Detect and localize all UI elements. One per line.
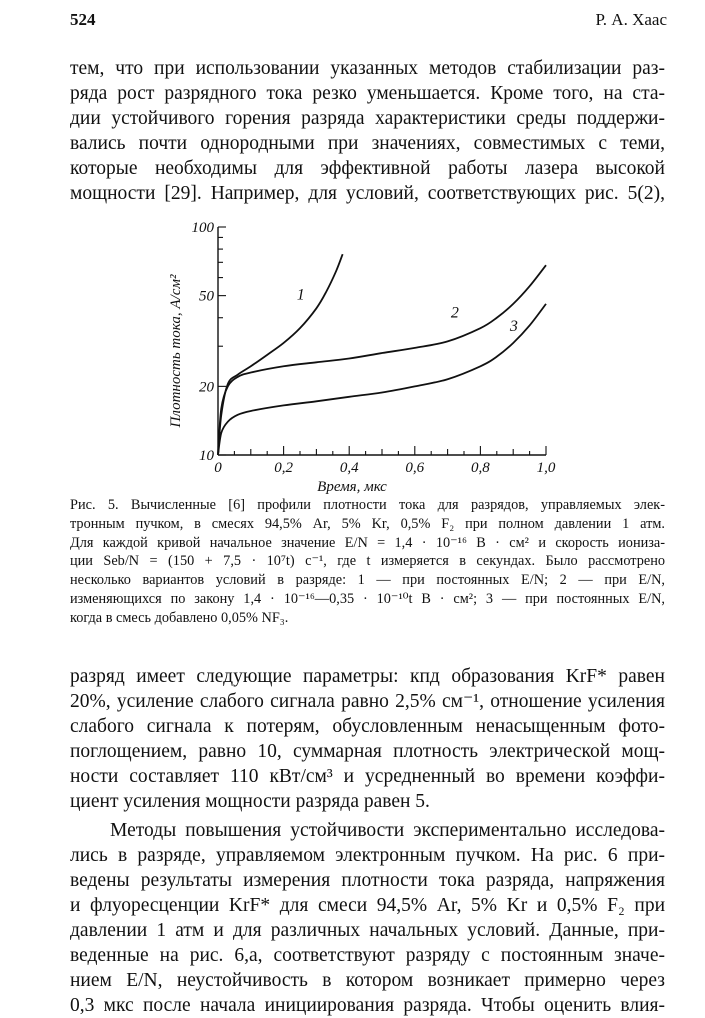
- caption-line: когда в смесь добавлено 0,05% NF₃.: [70, 609, 289, 626]
- text-line: дии устойчивого горения разряда характеристики среды поддержи-: [70, 108, 665, 129]
- curve-label-2: 2: [450, 304, 459, 322]
- text-line: веденные на рис. 6,a, соответствуют разряду с постоянным значе-: [70, 945, 665, 966]
- paragraph-bottom: [70, 818, 665, 1018]
- text-line: слабого сигнала к потерям, обусловленным ненасыщенным фото-: [70, 716, 665, 737]
- text-line: ведены результаты измерения плотности тока разряда, напряжения: [70, 870, 665, 891]
- figure-caption: [70, 496, 665, 628]
- chart-curves: [218, 254, 546, 455]
- x-tick-label: 1,0: [536, 460, 556, 476]
- caption-line: несколько вариантов условий в разряде: 1 — при постоянных E/N; 2 — при E/N,: [70, 572, 665, 589]
- text-line: которые необходимы для эффективной работы лазера высокой: [70, 158, 665, 179]
- text-line: 0,3 мкс после начала инициирования разряда. Чтобы оценить влия-: [70, 995, 665, 1016]
- y-tick-label: 100: [191, 220, 214, 236]
- caption-line: ции Seb/N = (150 + 7,5 · 10⁷t) с⁻¹, где t измеряется в секундах. Было рассмотрено: [70, 553, 665, 570]
- x-tick-label: 0,4: [339, 460, 359, 476]
- text-line: и флуоресценции KrF* для смеси 94,5% Ar, 5% Kr и 0,5% F₂ при: [70, 895, 665, 916]
- curve-1: [218, 254, 343, 455]
- curve-label-3: 3: [509, 317, 518, 335]
- text-line: разряд имеет следующие параметры: кпд образования KrF* равен: [70, 666, 665, 687]
- text-line: циент усиления мощности разряда равен 5.: [70, 791, 430, 812]
- running-head: Р. А. Хаас: [595, 10, 667, 29]
- y-tick-label: 20: [199, 379, 214, 396]
- x-tick-label: 0,8: [471, 460, 490, 476]
- chart-labels: [168, 220, 556, 495]
- page-number: 524: [70, 10, 96, 29]
- x-axis-title: Время, мкс: [317, 479, 387, 495]
- curve-3: [218, 304, 546, 455]
- y-tick-label: 10: [199, 448, 214, 464]
- text-line: тем, что при использовании указанных методов стабилизации раз-: [70, 58, 665, 79]
- figure-5-chart: [160, 212, 560, 502]
- text-line: Методы повышения устойчивости экспериментально исследова-: [110, 820, 665, 841]
- text-line: нием E/N, неустойчивость в котором возникает примерно через: [70, 970, 665, 991]
- text-line: 20%, усиление слабого сигнала равно 2,5% см⁻¹, отношение усиления: [70, 691, 665, 712]
- caption-line: изменяющихся по закону 1,4 · 10⁻¹⁶—0,35 · 10⁻¹⁰t В · см²; 3 — при постоянных E/N,: [70, 590, 665, 607]
- text-line: ности составляет 110 кВт/см³ и усредненный во времени коэффи-: [70, 766, 665, 787]
- text-line: давлении 1 атм и для различных начальных условий. Данные, при-: [70, 920, 665, 941]
- text-line: мощности [29]. Например, для условий, соответствующих рис. 5(2),: [70, 183, 665, 204]
- chart-axes: [218, 227, 546, 455]
- curve-label-1: 1: [296, 286, 305, 304]
- paragraph-top: [70, 56, 665, 206]
- text-line: вались почти однородными при значениях, совместимых с теми,: [70, 133, 665, 154]
- x-tick-label: 0,6: [405, 460, 425, 476]
- caption-line: Рис. 5. Вычисленные [6] профили плотности тока для разрядов, управляемых элек-: [70, 497, 665, 513]
- chart-ticks: [218, 227, 546, 455]
- curve-2: [218, 265, 546, 455]
- paragraph-middle: [70, 664, 665, 814]
- caption-line: Для каждой кривой начальное значение E/N = 1,4 · 10⁻¹⁶ В · см² и скорость иониза-: [70, 534, 665, 551]
- text-line: ряда рост разрядного тока резко уменьшается. Кроме того, на ста-: [70, 83, 665, 104]
- caption-line: тронным пучком, в смесях 94,5% Ar, 5% Kr, 0,5% F₂ при полном давлении 1 атм.: [70, 515, 665, 532]
- text-line: поглощением, равно 10, суммарная плотность электрической мощ-: [70, 741, 665, 762]
- y-tick-label: 50: [199, 288, 214, 305]
- x-tick-label: 0: [214, 460, 222, 476]
- text-line: лись в разряде, управляемом электронным пучком. На рис. 6 при-: [70, 845, 665, 866]
- y-axis-title: Плотность тока, А/см²: [168, 274, 184, 428]
- x-tick-label: 0,2: [274, 460, 293, 476]
- chart-svg: [160, 212, 560, 502]
